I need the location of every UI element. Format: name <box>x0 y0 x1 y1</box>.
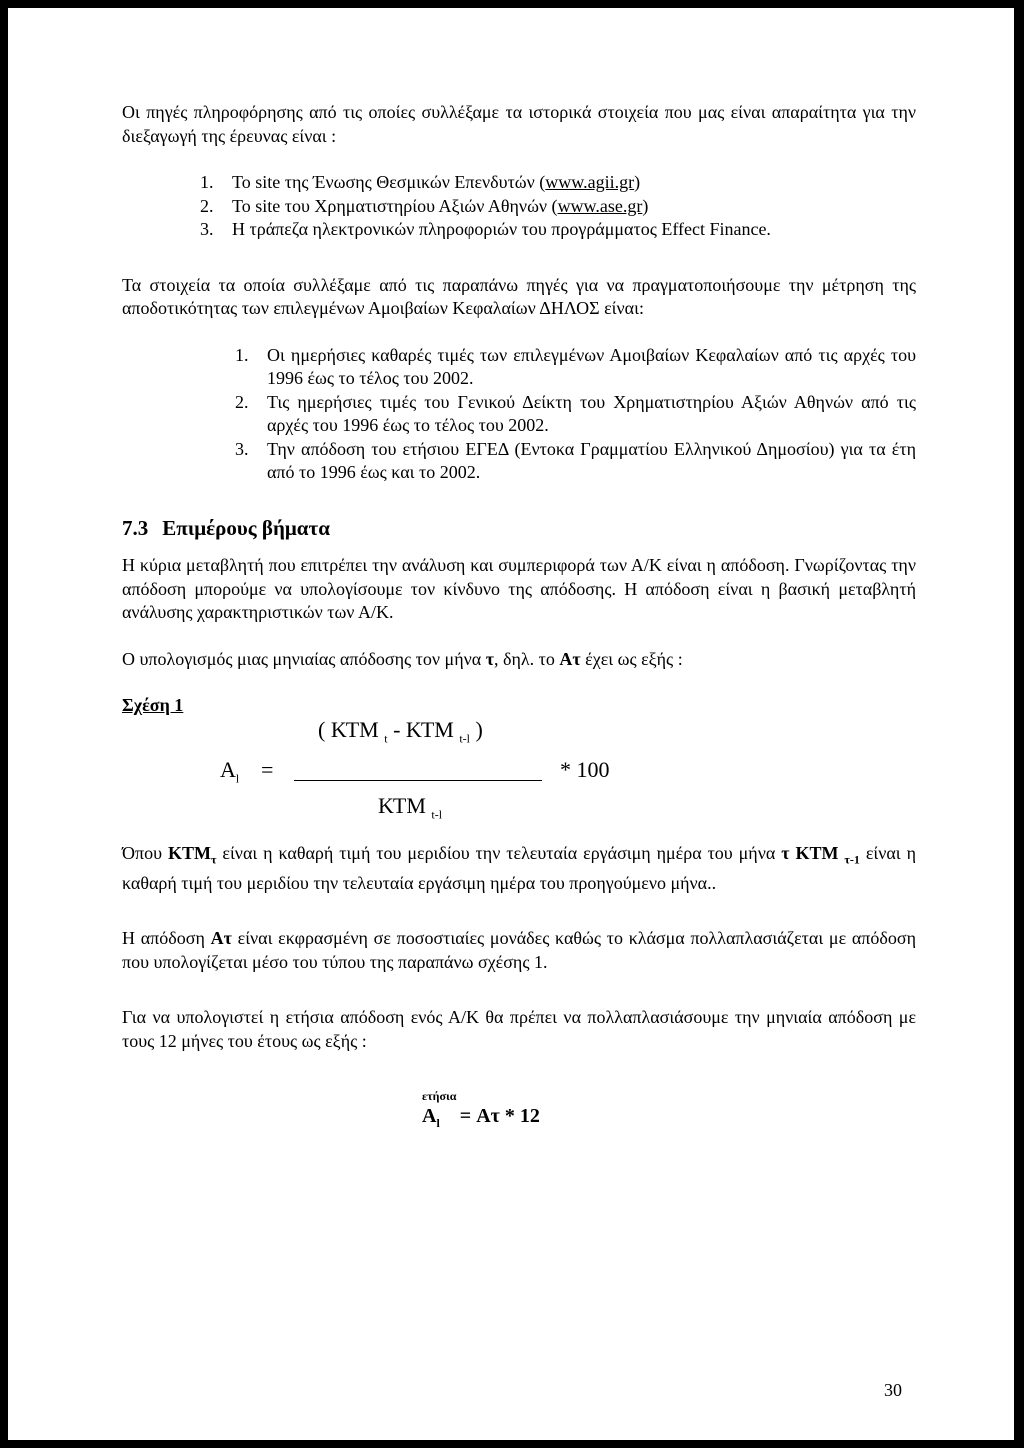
ase-link[interactable]: www.ase.gr <box>557 195 643 216</box>
formula-numerator: ( ΚΤΜ $_t$ - ΚΤΜ $_{t-l}$ ) <box>318 716 483 745</box>
page-number: 30 <box>884 1380 902 1400</box>
list-item: 2. Τις ημερήσιες τιμές του Γενικού Δείκτη του Χρηματιστηρίου Αξιών Αθηνών από τις αρχές του 1996 έως το τέλος του 2002. <box>235 391 916 435</box>
formula-multiplier: * 100 <box>560 756 610 782</box>
fraction-bar <box>294 780 542 781</box>
formula-equals: = <box>261 756 274 782</box>
formula-lhs: $A_l$ <box>220 756 240 785</box>
agii-link[interactable]: www.agii.gr <box>545 172 635 192</box>
formula-denominator: ΚΤΜ $_{t-l}$ <box>378 792 443 821</box>
formula-annual <box>122 1085 916 1145</box>
calc-paragraph: Ο υπολογισμός μιας μηνιαίας απόδοσης τον μήνα τ, δηλ. το Ατ έχει ως εξής : <box>122 648 683 669</box>
section-number: 7.3 <box>122 515 149 540</box>
formula-relation-1 <box>122 718 916 828</box>
list-item: 1. Το site της Ένωσης Θεσμικών Επενδυτών (www.agii.gr) <box>200 172 641 192</box>
list-item: 3. Η τράπεζα ηλεκτρονικών πληροφοριών του προγράμματος Effect Finance. <box>200 219 771 239</box>
list-item: 2. Το site του Χρηματιστηρίου Αξιών Αθηνών (www.ase.gr) <box>200 195 649 216</box>
annual-paragraph: Για να υπολογιστεί η ετήσια απόδοση ενός Α/Κ θα πρέπει να πολλαπλασιάσουμε την μηνιαία απόδοση με τους 12 μήνες του έτους ως εξής : <box>122 1007 916 1051</box>
list-item: 3. Την απόδοση του ετήσιου ΕΓΕΔ (Εντοκα Γραμματίου Ελληνικού Δημοσίου) για τα έτη από το 1996 έως και το 2002. <box>235 438 916 482</box>
document-page <box>8 8 1014 1440</box>
data-items-list <box>122 344 916 485</box>
section-heading <box>122 517 916 541</box>
section-title: Επιμέρους βήματα <box>162 515 330 540</box>
where-paragraph: Όπου $KTM_\tau$ είναι η καθαρή τιμή του μεριδίου την τελευταία εργάσιμη ημέρα του μήνα τ ΚΤΜ $_{\tau-1}$ είναι η καθαρή τιμή του μεριδίου την τελευταία εργάσιμη ημέρα του προηγούμενο μήνα.. <box>122 842 916 893</box>
intro-paragraph: Οι πηγές πληροφόρησης από τις οποίες συλλέξαμε τα ιστορικά στοιχεία που μας είναι απαραίτητα για την διεξαγωγή της έρευνας είναι : <box>122 102 916 146</box>
yield-paragraph: Η απόδοση Ατ είναι εκφρασμένη σε ποσοστιαίες μονάδες καθώς το κλάσμα πολλαπλασιάζεται με απόδοση που υπολογίζεται μέσο του τύπου της παραπάνω σχέσης 1. <box>122 928 916 972</box>
sources-list <box>122 171 916 242</box>
relation-label: Σχέση 1 <box>122 695 184 715</box>
data-intro-paragraph: Τα στοιχεία τα οποία συλλέξαμε από τις παραπάνω πηγές για να πραγματοποιήσουμε την μέτρηση της αποδοτικότητας των επιλεγμένων Αμοιβαίων Κεφαλαίων ΔΗΛΟΣ είναι: <box>122 274 916 318</box>
page-content <box>122 101 916 1145</box>
list-item: 1. Οι ημερήσιες καθαρές τιμές των επιλεγμένων Αμοιβαίων Κεφαλαίων από τις αρχές του 1996 έως το τέλος του 2002. <box>235 344 916 388</box>
formula-annual-superscript: ετήσια <box>422 1089 457 1104</box>
formula-annual-body: $A_l$ = Ατ * 12 <box>422 1105 540 1131</box>
main-paragraph: Η κύρια μεταβλητή που επιτρέπει την ανάλυση και συμπεριφορά των Α/Κ είναι η απόδοση. Γνωρίζοντας την απόδοση μπορούμε να υπολογίσουμε τον κίνδυνο της απόδοσης. Η απόδοση είναι η βασική μεταβλητή ανάλυσης χαρακτηριστικών των Α/Κ. <box>122 555 916 622</box>
